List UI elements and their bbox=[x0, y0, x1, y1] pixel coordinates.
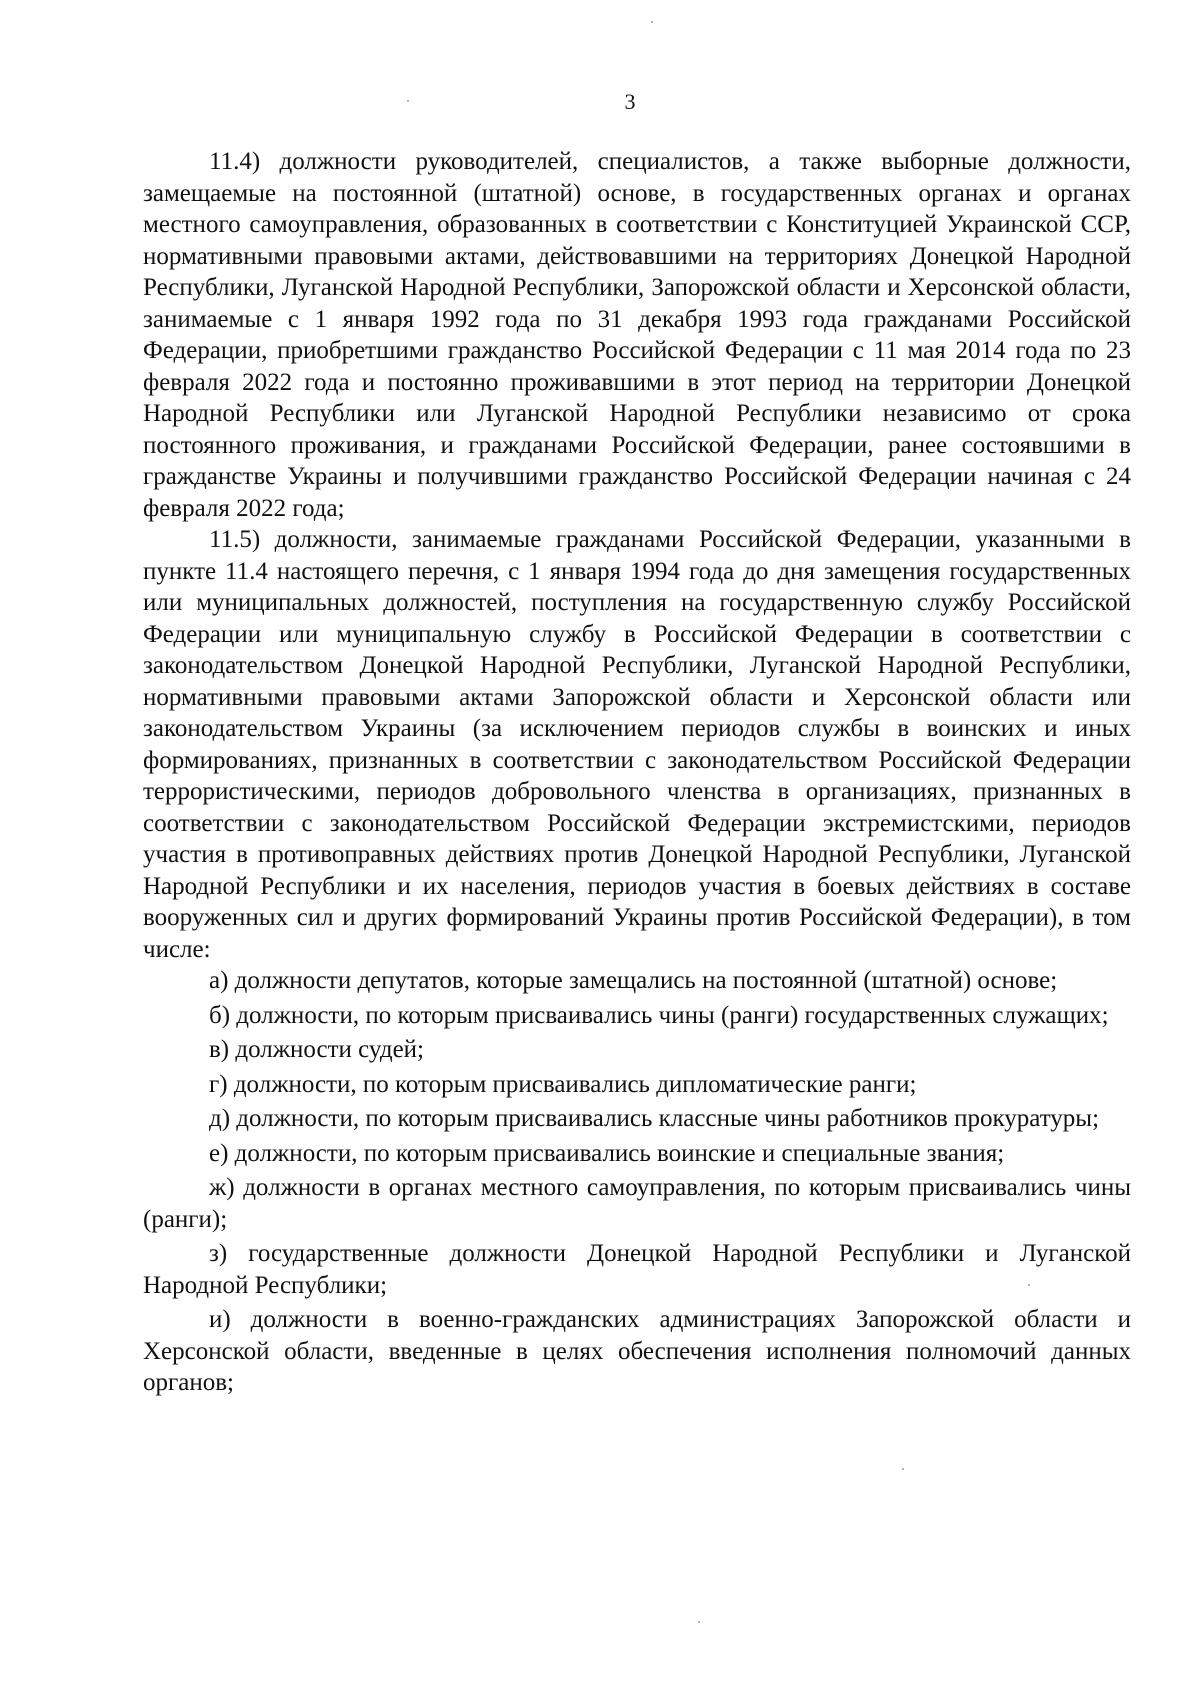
paragraph-11-4: 11.4) должности руководителей, специалистов, а также выборные должности, замещаемые на постоянной (штатной) основе, в государственных органах и органах местного самоуправления, образованных в соответствии с Конституцией Украинской ССР, нормативными правовыми актами, действовавшими на территориях Донецкой Народной Республики, Луганской Народной Республики, Запорожской области и Херсонской области, занимаемые с 1 января 1992 года по 31 декабря 1993 года гражданами Российской Федерации, приобретшими гражданство Российской Федерации с 11 мая 2014 года по 23 февраля 2022 года и постоянно проживавшими в этот период на территории Донецкой Народной Республики или Луганской Народной Республики независимо от срока постоянного проживания, и гражданами Российской Федерации, ранее состоявшими в гражданстве Украины и получившими гражданство Российской Федерации начиная с 24 февраля 2022 года; bbox=[143, 148, 1131, 522]
list-item-g: г) должности, по которым присваивались дипломатические ранги; bbox=[209, 1070, 917, 1098]
scan-speck bbox=[651, 21, 653, 23]
list-item-b: б) должности, по которым присваивались чины (ранги) государственных служащих; bbox=[209, 1001, 1109, 1029]
list-item-v: в) должности судей; bbox=[209, 1036, 425, 1063]
scan-speck bbox=[407, 100, 409, 102]
paragraph-11-5: 11.5) должности, занимаемые гражданами Российской Федерации, указанными в пункте 11.4 настоящего перечня, с 1 января 1994 года до дня замещения государственных или муниципальных должностей, поступления на государственную службу Российской Федерации или муниципальную службу в Российской Федерации в соответствии с законодательством Донецкой Народной Республики, Луганской Народной Республики, нормативными правовыми актами Запорожской области и Херсонской области или законодательством Украины (за исключением периодов службы в воинских и иных формированиях, признанных в соответствии с законодательством Российской Федерации террористическими, периодов добровольного членства в организациях, признанных в соответствии с законодательством Российской Федерации экстремистскими, периодов участия в противоправных действиях против Донецкой Народной Республики, Луганской Народной Республики и их населения, периодов участия в боевых действиях в составе вооруженных сил и других формирований Украины против Российской Федерации), в том числе: bbox=[143, 526, 1131, 963]
document-body bbox=[143, 146, 1131, 1399]
scan-speck bbox=[1028, 1284, 1030, 1286]
list-item-a: а) должности депутатов, которые замещались на постоянной (штатной) основе; bbox=[209, 967, 1058, 994]
list-item-d: д) должности, по которым присваивались классные чины работников прокуратуры; bbox=[209, 1105, 1100, 1132]
page-number: 3 bbox=[624, 89, 636, 114]
list-item-zh: ж) должности в органах местного самоуправления, по которым присваивались чины (ранги); bbox=[143, 1174, 1131, 1233]
list-item-z: з) государственные должности Донецкой Народной Республики и Луганской Народной Республики; bbox=[143, 1240, 1131, 1299]
list-item-i: и) должности в военно-гражданских администрациях Запорожской области и Херсонской области, введенные в целях обеспечения исполнения полномочий данных органов; bbox=[143, 1306, 1131, 1396]
list-item-e: е) должности, по которым присваивались воинские и специальные звания; bbox=[209, 1139, 1005, 1167]
scan-speck bbox=[902, 1468, 904, 1470]
scan-speck bbox=[698, 1621, 700, 1623]
